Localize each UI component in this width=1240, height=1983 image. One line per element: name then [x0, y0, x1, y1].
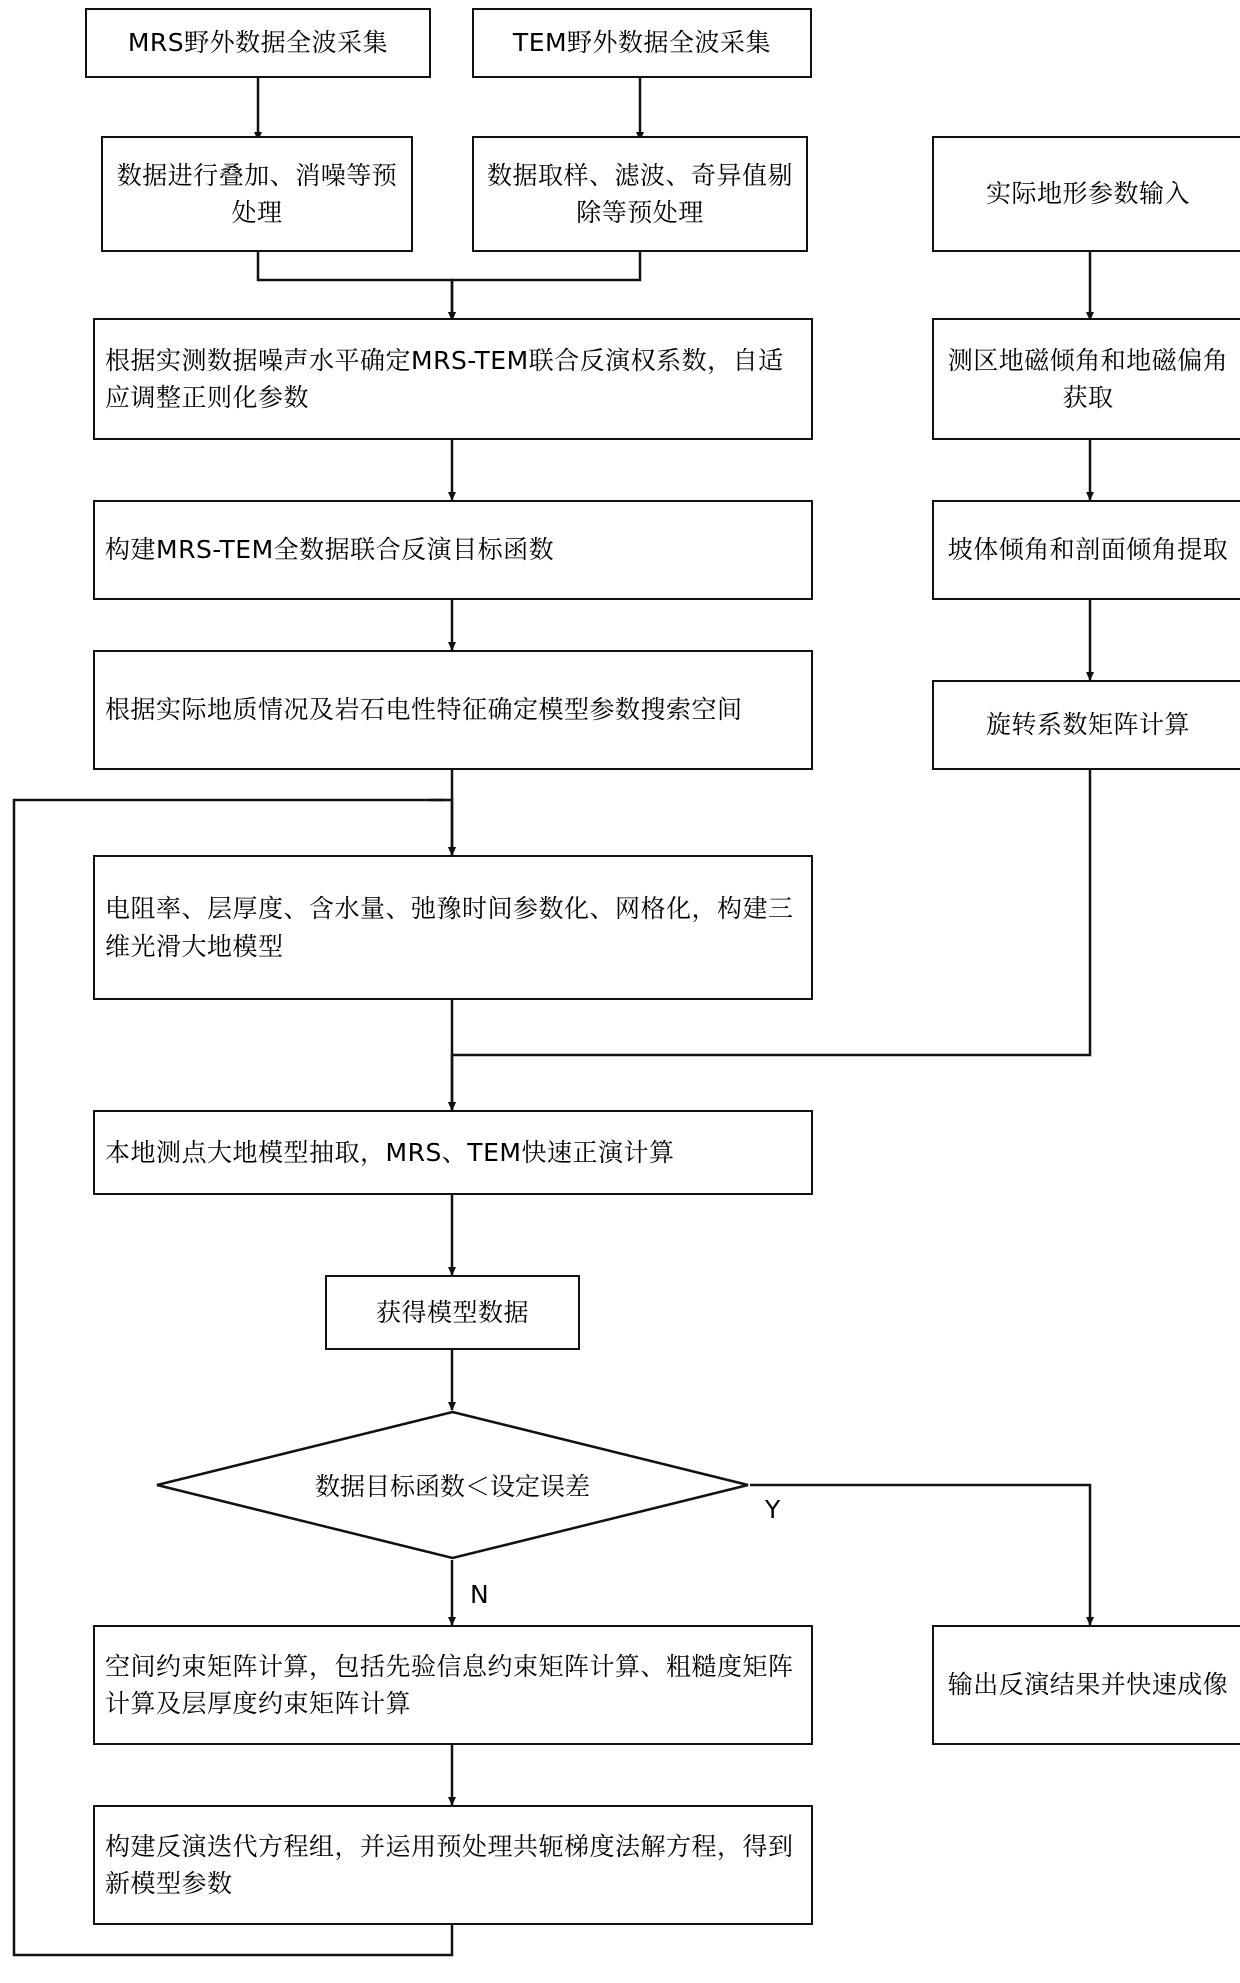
- node-label: 空间约束矩阵计算，包括先验信息约束矩阵计算、粗糙度矩阵计算及层厚度约束矩阵计算: [105, 1651, 794, 1718]
- node-label: 输出反演结果并快速成像: [947, 1670, 1229, 1700]
- node-label: 电阻率、层厚度、含水量、弛豫时间参数化、网格化，构建三维光滑大地模型: [105, 894, 794, 961]
- node-label: TEM野外数据全波采集: [512, 28, 772, 58]
- node-label: MRS野外数据全波采集: [127, 28, 389, 58]
- node-tem-preprocessing: [472, 136, 808, 252]
- node-parameterization-gridding: [93, 855, 813, 1000]
- node-label: 测区地磁倾角和地磁偏角获取: [947, 345, 1229, 412]
- node-label: 获得模型数据: [375, 1297, 529, 1327]
- node-mrs-field-acquisition: [85, 8, 431, 78]
- node-objective-function-decision: [155, 1410, 750, 1560]
- node-mrs-preprocessing: [101, 136, 413, 252]
- node-label: 旋转系数矩阵计算: [985, 710, 1190, 740]
- node-label: 数据目标函数＜设定误差: [314, 1472, 590, 1501]
- node-iterative-equation-solution: [93, 1805, 813, 1925]
- node-rotation-matrix-calculation: [932, 680, 1240, 770]
- node-obtain-model-data: [325, 1275, 580, 1350]
- node-spatial-constraint-matrix: [93, 1625, 813, 1745]
- node-geomagnetic-angles: [932, 318, 1240, 440]
- edge-label-no: N: [470, 1580, 489, 1609]
- node-tem-field-acquisition: [472, 8, 812, 78]
- node-label: 根据实测数据噪声水平确定MRS-TEM联合反演权系数，自适应调整正则化参数: [105, 345, 784, 412]
- node-label: 构建反演迭代方程组，并运用预处理共轭梯度法解方程，得到新模型参数: [105, 1831, 794, 1898]
- node-local-forward-modeling: [93, 1110, 813, 1195]
- node-slope-profile-dip-extraction: [932, 500, 1240, 600]
- node-label: 根据实际地质情况及岩石电性特征确定模型参数搜索空间: [105, 695, 743, 725]
- edge-label-yes: Y: [765, 1495, 781, 1524]
- node-label: 数据进行叠加、消噪等预处理: [116, 160, 398, 227]
- node-weight-coefficient-determination: [93, 318, 813, 440]
- node-output-inversion-result: [932, 1625, 1240, 1745]
- node-label: 实际地形参数输入: [985, 179, 1190, 209]
- node-label: 构建MRS-TEM全数据联合反演目标函数: [105, 535, 555, 565]
- node-model-search-space: [93, 650, 813, 770]
- node-objective-function-construction: [93, 500, 813, 600]
- node-terrain-parameter-input: [932, 136, 1240, 252]
- node-label: 本地测点大地模型抽取，MRS、TEM快速正演计算: [105, 1137, 675, 1167]
- node-label: 数据取样、滤波、奇异值剔除等预处理: [486, 160, 793, 227]
- node-label: 坡体倾角和剖面倾角提取: [947, 535, 1229, 565]
